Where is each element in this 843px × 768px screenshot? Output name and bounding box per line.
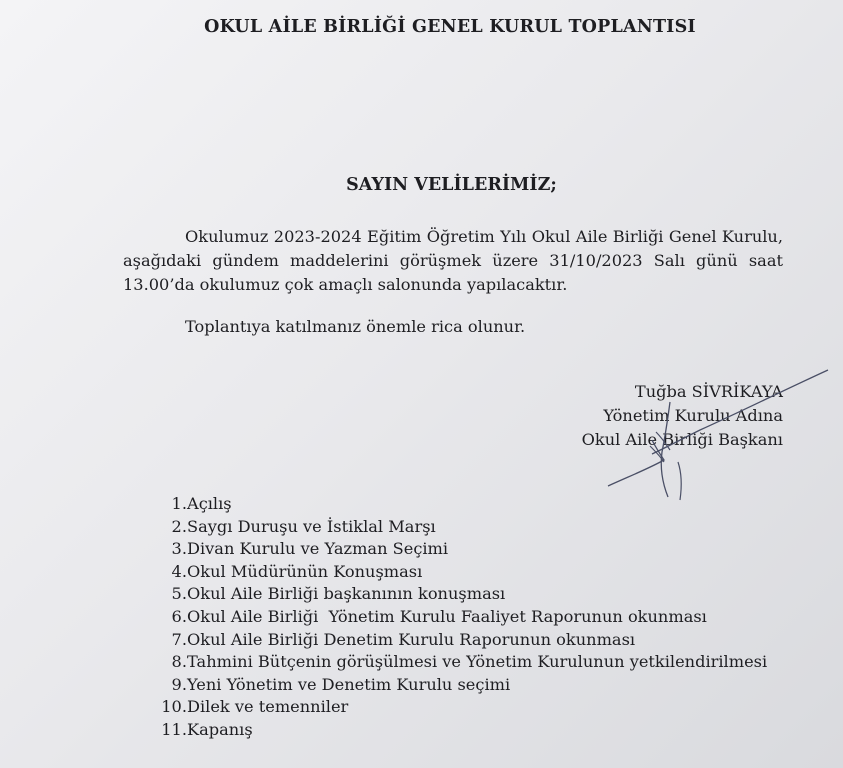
agenda-text: Okul Aile Birliği başkanının konuşması xyxy=(187,584,506,604)
announcement-paragraph: Okulumuz 2023-2024 Eğitim Öğretim Yılı Okul Aile Birliği Genel Kurulu, aşağıdaki gündem maddelerini görüşmek üzere 31/10/2023 Salı günü saat 13.00’da okulumuz çok amaçlı salonunda yapılacaktır. xyxy=(123,227,783,294)
agenda-number: 10. xyxy=(161,697,187,717)
list-item xyxy=(140,651,767,674)
signatory-role: Yönetim Kurulu Adına xyxy=(603,406,783,425)
document-title: OKUL AİLE BİRLİĞİ GENEL KURUL TOPLANTISI xyxy=(204,17,696,37)
list-item xyxy=(140,719,767,742)
agenda-number: 3. xyxy=(171,539,187,559)
agenda-text: Yeni Yönetim ve Denetim Kurulu seçimi xyxy=(187,674,511,694)
signatory-title: Okul Aile Birliği Başkanı xyxy=(581,430,783,449)
list-item xyxy=(140,538,767,561)
list-item xyxy=(140,516,767,539)
handwritten-signature xyxy=(590,362,835,507)
agenda-number: 4. xyxy=(171,561,187,581)
list-item xyxy=(140,583,767,606)
agenda-list xyxy=(140,493,767,742)
agenda-text: Saygı Duruşu ve İstiklal Marşı xyxy=(187,516,436,536)
signatory-name: Tuğba SİVRİKAYA xyxy=(634,382,783,401)
list-item xyxy=(140,606,767,629)
list-item xyxy=(140,629,767,652)
agenda-text: Dilek ve temenniler xyxy=(187,697,349,717)
request-paragraph: Toplantıya katılmanız önemle rica olunur. xyxy=(185,317,526,336)
agenda-number: 7. xyxy=(171,629,187,649)
agenda-number: 8. xyxy=(171,652,187,672)
agenda-text: Divan Kurulu ve Yazman Seçimi xyxy=(187,539,449,559)
agenda-number: 5. xyxy=(171,584,187,604)
agenda-number: 11. xyxy=(161,719,187,739)
list-item xyxy=(140,493,767,516)
agenda-text: Açılış xyxy=(187,494,232,513)
agenda-text: Kapanış xyxy=(187,719,253,739)
salutation: SAYIN VELİLERİMİZ; xyxy=(346,175,557,195)
agenda-number: 1. xyxy=(171,494,187,513)
agenda-text: Okul Aile Birliği Denetim Kurulu Raporunun okunması xyxy=(187,629,636,649)
list-item xyxy=(140,561,767,584)
agenda-number: 9. xyxy=(171,674,187,694)
list-item xyxy=(140,696,767,719)
agenda-text: Tahmini Bütçenin görüşülmesi ve Yönetim Kurulunun yetkilendirilmesi xyxy=(187,652,768,672)
agenda-number: 6. xyxy=(171,606,187,626)
list-item xyxy=(140,674,767,697)
agenda-text: Okul Aile Birliği Yönetim Kurulu Faaliyet Raporunun okunması xyxy=(187,606,707,626)
agenda-number: 2. xyxy=(171,516,187,536)
agenda-text: Okul Müdürünün Konuşması xyxy=(187,561,423,581)
